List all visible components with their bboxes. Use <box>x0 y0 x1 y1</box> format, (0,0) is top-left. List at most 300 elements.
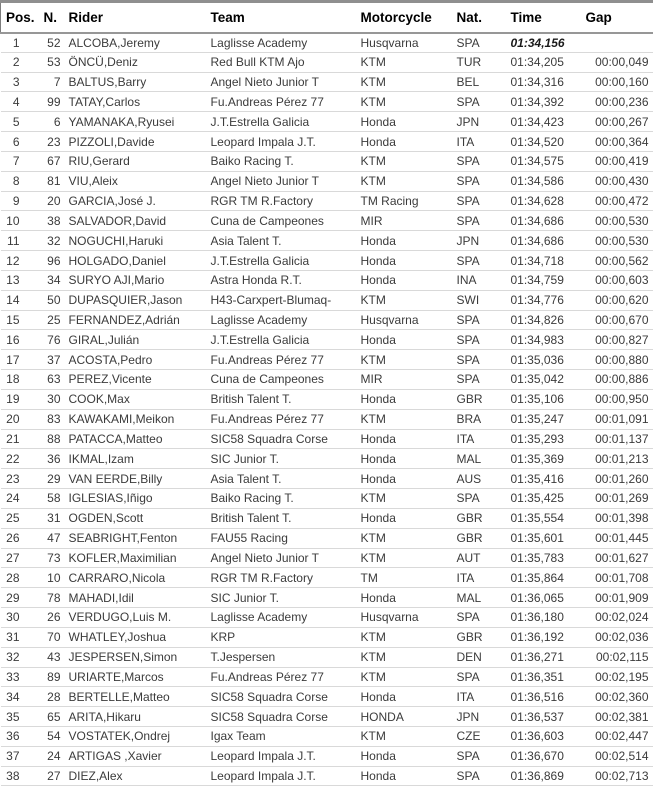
cell-pos: 20 <box>6 412 20 427</box>
cell-team: Astra Honda R.T. <box>210 273 302 288</box>
cell-motorcycle: KTM <box>360 630 386 645</box>
cell-time: 01:36,180 <box>510 610 564 625</box>
result-row <box>1 270 653 290</box>
cell-n: 32 <box>47 233 61 248</box>
cell-n: 76 <box>47 332 61 347</box>
cell-gap: 00:01,708 <box>595 570 649 585</box>
cell-nat: ITA <box>456 134 475 149</box>
header-time: Time <box>510 9 542 25</box>
cell-nat: SPA <box>456 194 480 209</box>
cell-team: Cuna de Campeones <box>210 213 324 228</box>
cell-n: 99 <box>47 94 61 109</box>
cell-gap <box>584 33 653 53</box>
cell-pos: 36 <box>6 729 20 744</box>
cell-rider: GARCIA,José J. <box>68 194 156 209</box>
cell-rider: ACOSTA,Pedro <box>68 352 153 367</box>
cell-motorcycle: KTM <box>360 550 386 565</box>
cell-n: 89 <box>47 669 61 684</box>
cell-gap: 00:00,886 <box>595 372 649 387</box>
cell-rider: HOLGADO,Daniel <box>68 253 166 268</box>
cell-motorcycle: Honda <box>360 392 396 407</box>
cell-gap: 00:00,670 <box>595 313 649 327</box>
cell-pos: 22 <box>6 451 20 466</box>
cell-motorcycle: Honda <box>360 253 396 268</box>
cell-time: 01:34,575 <box>510 154 564 169</box>
cell-time: 01:35,036 <box>510 352 564 367</box>
cell-team: Laglisse Academy <box>210 610 308 625</box>
cell-rider: NOGUCHI,Haruki <box>68 233 164 248</box>
cell-team: FAU55 Racing <box>210 531 288 546</box>
cell-motorcycle: KTM <box>360 531 386 546</box>
cell-n: 96 <box>47 253 61 268</box>
results-body <box>1 33 653 786</box>
cell-n: 67 <box>47 154 61 169</box>
cell-team: Angel Nieto Junior T <box>210 75 320 90</box>
cell-rider: KAWAKAMI,Meikon <box>68 412 175 427</box>
cell-motorcycle: HONDA <box>360 709 404 724</box>
cell-team: Igax Team <box>210 729 266 744</box>
cell-motorcycle: KTM <box>360 174 386 189</box>
cell-motorcycle: KTM <box>360 669 386 684</box>
cell-pos: 11 <box>7 233 20 248</box>
result-row <box>1 251 653 271</box>
cell-nat: SPA <box>456 154 480 169</box>
cell-gap: 00:00,620 <box>595 293 649 308</box>
cell-rider: ALCOBA,Jeremy <box>68 35 160 50</box>
cell-n: 78 <box>47 590 61 605</box>
cell-time: 01:34,423 <box>510 114 564 129</box>
cell-team: Angel Nieto Junior T <box>210 174 320 189</box>
cell-pos: 21 <box>6 431 20 446</box>
cell-rider: DUPASQUIER,Jason <box>68 293 183 308</box>
cell-nat: SPA <box>456 313 480 327</box>
cell-motorcycle: Honda <box>360 332 396 347</box>
cell-time: 01:34,826 <box>510 313 564 327</box>
cell-pos: 4 <box>12 94 20 109</box>
result-row <box>1 52 653 72</box>
cell-rider: ÖNCÜ,Deniz <box>68 55 138 70</box>
cell-rider: MAHADI,Idil <box>68 590 134 605</box>
cell-team: Asia Talent T. <box>210 471 282 486</box>
cell-pos: 32 <box>6 650 20 665</box>
cell-n: 88 <box>47 431 61 446</box>
result-row <box>1 370 653 390</box>
cell-motorcycle: Husqvarna <box>360 313 419 327</box>
cell-gap: 00:01,627 <box>595 550 649 565</box>
cell-gap: 00:00,472 <box>595 194 649 209</box>
cell-motorcycle: TM Racing <box>360 194 419 209</box>
cell-nat: SPA <box>456 352 480 367</box>
cell-n: 81 <box>47 174 61 189</box>
cell-gap: 00:02,514 <box>595 749 649 764</box>
cell-n: 25 <box>47 313 61 327</box>
cell-motorcycle: KTM <box>360 55 386 70</box>
cell-nat: SPA <box>456 94 480 109</box>
cell-motorcycle: Honda <box>360 451 396 466</box>
cell-team: J.T.Estrella Galicia <box>210 332 310 347</box>
result-row <box>1 211 653 231</box>
result-row <box>1 667 653 687</box>
cell-motorcycle: KTM <box>360 94 386 109</box>
cell-nat: GBR <box>456 531 483 546</box>
cell-time: 01:35,293 <box>510 431 564 446</box>
cell-time: 01:34,205 <box>510 55 564 70</box>
cell-time: 01:36,065 <box>510 590 564 605</box>
cell-n: 28 <box>47 689 61 704</box>
header-nationality: Nat. <box>456 9 483 25</box>
cell-n: 38 <box>47 213 61 228</box>
cell-time: 01:34,759 <box>510 273 564 288</box>
cell-motorcycle: Honda <box>360 689 396 704</box>
cell-rider: CARRARO,Nicola <box>68 570 166 585</box>
cell-gap: 00:00,049 <box>595 55 649 70</box>
cell-gap: 00:00,530 <box>595 213 649 228</box>
results-header <box>1 2 653 33</box>
result-row <box>1 132 653 152</box>
cell-rider: KOFLER,Maximilian <box>68 550 177 565</box>
cell-n: 47 <box>47 531 61 546</box>
cell-time: 01:34,686 <box>510 233 564 248</box>
cell-pos: 18 <box>6 372 20 387</box>
cell-nat: DEN <box>456 650 482 665</box>
cell-rider: IGLESIAS,Iñigo <box>68 491 153 506</box>
header-number: N. <box>43 9 57 25</box>
cell-team: RGR TM R.Factory <box>210 194 313 209</box>
cell-motorcycle: MIR <box>360 372 383 387</box>
cell-team: SIC Junior T. <box>210 590 279 605</box>
cell-n: 27 <box>47 769 61 784</box>
cell-n: 7 <box>53 75 61 90</box>
cell-time: 01:34,520 <box>510 134 564 149</box>
cell-pos: 26 <box>6 531 20 546</box>
cell-gap: 00:00,530 <box>595 233 649 248</box>
cell-team: Baiko Racing T. <box>210 154 294 169</box>
cell-nat: AUS <box>456 471 482 486</box>
cell-motorcycle: Husqvarna <box>360 610 419 625</box>
result-row <box>1 489 653 509</box>
header-gap: Gap <box>584 2 653 33</box>
cell-team: Fu.Andreas Pérez 77 <box>210 412 324 427</box>
cell-nat: ITA <box>456 689 475 704</box>
cell-n: 31 <box>47 511 61 526</box>
cell-pos: 34 <box>6 689 20 704</box>
cell-rider: OGDEN,Scott <box>68 511 144 526</box>
cell-team: Angel Nieto Junior T <box>210 550 320 565</box>
cell-motorcycle: KTM <box>360 154 386 169</box>
cell-pos: 15 <box>6 313 20 327</box>
cell-nat: GBR <box>456 392 483 407</box>
cell-gap: 00:01,213 <box>595 451 649 466</box>
cell-time: 01:35,601 <box>510 531 564 546</box>
cell-nat: CZE <box>456 729 481 744</box>
cell-motorcycle: TM <box>360 570 378 585</box>
result-row <box>1 389 653 409</box>
cell-time: 01:36,192 <box>510 630 564 645</box>
cell-gap: 00:02,381 <box>595 709 649 724</box>
cell-motorcycle: Honda <box>360 134 396 149</box>
cell-motorcycle: KTM <box>360 491 386 506</box>
cell-gap: 00:00,827 <box>595 332 649 347</box>
cell-pos: 9 <box>12 194 20 209</box>
result-row <box>1 548 653 568</box>
cell-time: 01:34,628 <box>510 194 564 209</box>
cell-nat: SPA <box>456 174 480 189</box>
cell-gap: 00:00,430 <box>595 174 649 189</box>
cell-nat: SPA <box>456 610 480 625</box>
cell-motorcycle: Honda <box>360 590 396 605</box>
result-row <box>1 449 653 469</box>
cell-rider: RIU,Gerard <box>68 154 130 169</box>
cell-rider: JESPERSEN,Simon <box>68 650 178 665</box>
cell-n: 83 <box>47 412 61 427</box>
cell-pos: 6 <box>12 134 20 149</box>
cell-time: 01:35,864 <box>510 570 564 585</box>
cell-team: Laglisse Academy <box>210 313 308 327</box>
cell-n: 53 <box>47 55 61 70</box>
cell-time: 01:36,670 <box>510 749 564 764</box>
cell-gap: 00:02,195 <box>595 669 649 684</box>
cell-pos: 17 <box>6 352 20 367</box>
cell-n: 30 <box>47 392 61 407</box>
cell-gap: 00:02,713 <box>595 769 649 784</box>
cell-rider: VAN EERDE,Billy <box>68 471 163 486</box>
cell-rider: ARITA,Hikaru <box>68 709 141 724</box>
cell-team: British Talent T. <box>210 511 292 526</box>
cell-gap: 00:01,909 <box>595 590 649 605</box>
cell-team: British Talent T. <box>210 392 292 407</box>
cell-nat: BEL <box>456 75 480 90</box>
cell-team: J.T.Estrella Galicia <box>210 253 310 268</box>
cell-n: 65 <box>47 709 61 724</box>
cell-pos: 14 <box>6 293 20 308</box>
result-row <box>1 707 653 727</box>
cell-gap: 00:02,024 <box>595 610 649 625</box>
cell-motorcycle: KTM <box>360 729 386 744</box>
cell-time: 01:34,392 <box>510 94 564 109</box>
cell-motorcycle: Honda <box>360 749 396 764</box>
cell-nat: SPA <box>456 35 480 50</box>
cell-n: 23 <box>47 134 61 149</box>
cell-time: 01:36,869 <box>510 769 564 784</box>
cell-pos: 3 <box>12 75 20 90</box>
result-row <box>1 647 653 667</box>
cell-pos: 28 <box>6 570 20 585</box>
cell-gap: 00:00,236 <box>595 94 649 109</box>
cell-gap: 00:02,360 <box>595 689 649 704</box>
cell-gap: 00:00,267 <box>595 114 649 129</box>
result-row <box>1 191 653 211</box>
result-row <box>1 151 653 171</box>
cell-nat: ITA <box>456 570 475 585</box>
cell-team: Fu.Andreas Pérez 77 <box>210 669 324 684</box>
result-row <box>1 726 653 746</box>
cell-nat: BRA <box>456 412 482 427</box>
cell-nat: SPA <box>456 491 480 506</box>
cell-n: 52 <box>47 35 61 50</box>
cell-gap: 00:00,419 <box>595 154 649 169</box>
cell-n: 43 <box>47 650 61 665</box>
cell-n: 6 <box>53 114 61 129</box>
cell-motorcycle: KTM <box>360 412 386 427</box>
cell-nat: MAL <box>456 590 482 605</box>
cell-rider: TATAY,Carlos <box>68 94 141 109</box>
cell-team: KRP <box>210 630 236 645</box>
cell-motorcycle: Husqvarna <box>360 35 419 50</box>
cell-rider: PIZZOLI,Davide <box>68 134 155 149</box>
cell-team: Cuna de Campeones <box>210 372 324 387</box>
cell-pos: 27 <box>6 550 20 565</box>
cell-nat: SPA <box>456 332 480 347</box>
cell-pos: 37 <box>6 749 20 764</box>
result-row <box>1 608 653 628</box>
cell-pos: 13 <box>6 273 20 288</box>
cell-team: Leopard Impala J.T. <box>210 749 316 764</box>
cell-pos: 29 <box>6 590 20 605</box>
cell-gap: 00:01,137 <box>595 431 649 446</box>
cell-gap: 00:02,447 <box>595 729 649 744</box>
cell-time: 01:35,425 <box>510 491 564 506</box>
cell-team: SIC58 Squadra Corse <box>210 431 328 446</box>
cell-rider: BALTUS,Barry <box>68 75 147 90</box>
cell-gap: 00:01,091 <box>595 412 649 427</box>
cell-pos: 35 <box>6 709 20 724</box>
result-row <box>1 231 653 251</box>
result-row <box>1 766 653 786</box>
cell-motorcycle: Honda <box>360 273 396 288</box>
cell-team: SIC Junior T. <box>210 451 279 466</box>
cell-time: 01:36,351 <box>510 669 564 684</box>
result-row <box>1 528 653 548</box>
cell-team: Baiko Racing T. <box>210 491 294 506</box>
cell-n: 34 <box>47 273 61 288</box>
cell-time: 01:34,156 <box>510 35 565 50</box>
cell-pos: 19 <box>6 392 20 407</box>
result-row <box>1 588 653 608</box>
cell-time: 01:34,316 <box>510 75 564 90</box>
result-row <box>1 112 653 132</box>
result-row <box>1 330 653 350</box>
cell-nat: TUR <box>456 55 482 70</box>
cell-nat: MAL <box>456 451 482 466</box>
cell-gap: 00:02,115 <box>596 650 649 665</box>
cell-pos: 23 <box>6 471 20 486</box>
cell-n: 26 <box>47 610 61 625</box>
cell-team: Fu.Andreas Pérez 77 <box>210 94 324 109</box>
cell-rider: YAMANAKA,Ryusei <box>68 114 175 129</box>
cell-pos: 1 <box>12 35 20 50</box>
result-row <box>1 687 653 707</box>
result-row <box>1 92 653 112</box>
cell-time: 01:35,106 <box>510 392 564 407</box>
result-row <box>1 290 653 310</box>
cell-pos: 33 <box>6 669 20 684</box>
cell-nat: AUT <box>456 550 481 565</box>
result-row <box>1 310 653 330</box>
cell-nat: JPN <box>456 709 480 724</box>
cell-time: 01:35,042 <box>510 372 564 387</box>
result-row <box>1 568 653 588</box>
cell-motorcycle: Honda <box>360 431 396 446</box>
cell-rider: FERNANDEZ,Adrián <box>68 313 180 327</box>
result-row <box>1 627 653 647</box>
cell-motorcycle: Honda <box>360 114 396 129</box>
cell-motorcycle: KTM <box>360 650 386 665</box>
cell-rider: PATACCA,Matteo <box>68 431 163 446</box>
cell-nat: GBR <box>456 511 483 526</box>
cell-time: 01:34,686 <box>510 213 564 228</box>
cell-pos: 5 <box>12 114 20 129</box>
cell-nat: SPA <box>456 213 480 228</box>
cell-n: 63 <box>47 372 61 387</box>
cell-pos: 7 <box>12 154 20 169</box>
cell-rider: PEREZ,Vicente <box>68 372 152 387</box>
cell-team: T.Jespersen <box>210 650 276 665</box>
cell-rider: SALVADOR,David <box>68 213 167 228</box>
cell-n: 24 <box>47 749 61 764</box>
cell-time: 01:35,783 <box>510 550 564 565</box>
cell-nat: SPA <box>456 769 480 784</box>
cell-gap: 00:01,269 <box>595 491 649 506</box>
cell-rider: SURYO AJI,Mario <box>68 273 165 288</box>
cell-nat: SPA <box>456 669 480 684</box>
cell-team: Leopard Impala J.T. <box>210 769 316 784</box>
header-pos: Pos. <box>1 2 41 33</box>
cell-rider: IKMAL,Izam <box>68 451 134 466</box>
cell-rider: WHATLEY,Joshua <box>68 630 167 645</box>
result-row <box>1 171 653 191</box>
cell-n: 58 <box>47 491 61 506</box>
cell-n: 54 <box>47 729 61 744</box>
cell-time: 01:35,416 <box>510 471 564 486</box>
cell-team: Fu.Andreas Pérez 77 <box>210 352 324 367</box>
header-team: Team <box>210 9 245 25</box>
cell-pos: 38 <box>6 769 20 784</box>
cell-nat: ITA <box>456 431 475 446</box>
header-row <box>1 2 653 33</box>
header-motorcycle: Motorcycle <box>360 9 432 25</box>
cell-rider: COOK,Max <box>68 392 130 407</box>
cell-motorcycle: Honda <box>360 233 396 248</box>
cell-team: RGR TM R.Factory <box>210 570 313 585</box>
cell-time: 01:36,603 <box>510 729 564 744</box>
cell-team: H43-Carxpert-Blumaq- <box>210 293 332 308</box>
cell-team: J.T.Estrella Galicia <box>210 114 310 129</box>
cell-rider: VERDUGO,Luis M. <box>68 610 172 625</box>
cell-pos: 31 <box>6 630 20 645</box>
cell-pos: 25 <box>6 511 20 526</box>
cell-rider: SEABRIGHT,Fenton <box>68 531 178 546</box>
cell-n: 20 <box>47 194 61 209</box>
cell-nat: SPA <box>456 253 480 268</box>
cell-n: 29 <box>47 471 61 486</box>
cell-rider: GIRAL,Julián <box>68 332 140 347</box>
cell-nat: INA <box>456 273 477 288</box>
cell-team: SIC58 Squadra Corse <box>210 709 328 724</box>
cell-team: SIC58 Squadra Corse <box>210 689 328 704</box>
cell-pos: 2 <box>12 55 20 70</box>
cell-gap: 00:00,562 <box>595 253 649 268</box>
cell-team: Red Bull KTM Ajo <box>210 55 305 70</box>
cell-time: 01:34,586 <box>510 174 564 189</box>
cell-motorcycle: Honda <box>360 511 396 526</box>
cell-motorcycle: KTM <box>360 75 386 90</box>
result-row <box>1 350 653 370</box>
cell-pos: 12 <box>6 253 20 268</box>
cell-pos: 10 <box>6 213 20 228</box>
cell-time: 01:36,537 <box>510 709 564 724</box>
cell-n: 70 <box>47 630 61 645</box>
cell-rider: BERTELLE,Matteo <box>68 689 170 704</box>
